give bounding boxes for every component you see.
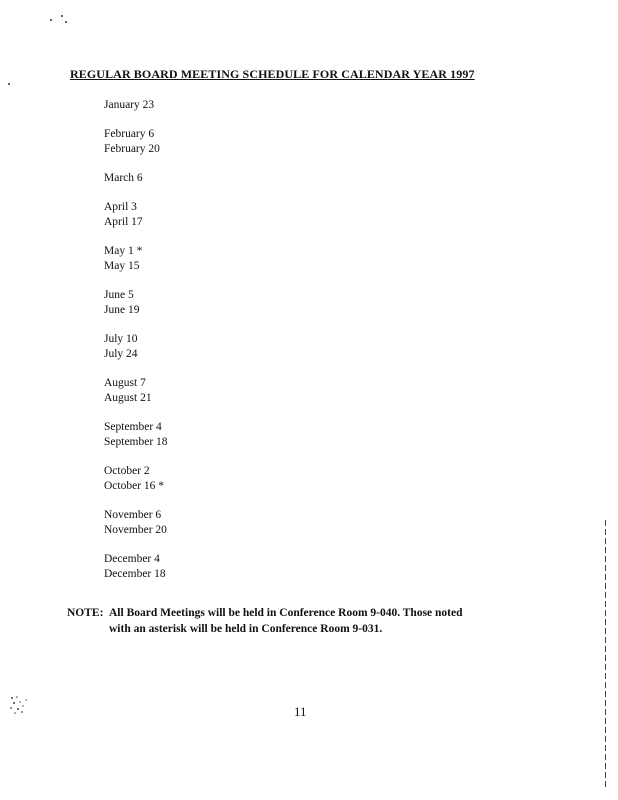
note-line-1: All Board Meetings will be held in Conference Room 9-040. Those noted [109, 607, 463, 619]
meeting-date: May 15 [104, 260, 140, 272]
scan-speck [8, 83, 10, 85]
month-group [104, 508, 168, 538]
scan-noise-mark [8, 694, 30, 716]
meeting-date: June 5 [104, 289, 134, 301]
month-group [104, 288, 168, 318]
month-group [104, 171, 168, 186]
note-block [67, 605, 463, 637]
meeting-date: December 18 [104, 568, 166, 580]
meeting-date: January 23 [104, 99, 155, 111]
meeting-date: October 16 * [104, 480, 165, 492]
meeting-date: September 18 [104, 436, 168, 448]
meeting-date: February 20 [104, 143, 160, 155]
meeting-date: July 24 [104, 348, 138, 360]
note-label: NOTE: [67, 607, 104, 619]
month-group [104, 464, 168, 494]
scan-edge-line [605, 520, 606, 790]
meeting-date: August 21 [104, 392, 152, 404]
meeting-date: August 7 [104, 377, 146, 389]
scan-speck [50, 19, 52, 21]
month-group [104, 420, 168, 450]
meeting-date: February 6 [104, 128, 155, 140]
scan-speck [65, 21, 67, 23]
month-group [104, 200, 168, 230]
meeting-date: April 3 [104, 201, 137, 213]
month-group [104, 127, 168, 157]
month-group [104, 244, 168, 274]
meeting-date: October 2 [104, 465, 150, 477]
meeting-date: December 4 [104, 553, 160, 565]
note-line-2: with an asterisk will be held in Conference Room 9-031. [109, 623, 383, 635]
meeting-date: May 1 * [104, 245, 143, 257]
meeting-date: March 6 [104, 172, 143, 184]
month-group [104, 376, 168, 406]
month-group [104, 332, 168, 362]
meeting-date-list [104, 98, 168, 596]
meeting-date: July 10 [104, 333, 138, 345]
document-title: REGULAR BOARD MEETING SCHEDULE FOR CALENDAR YEAR 1997 [70, 67, 475, 81]
meeting-date: November 20 [104, 524, 167, 536]
meeting-date: April 17 [104, 216, 143, 228]
meeting-date: November 6 [104, 509, 162, 521]
month-group [104, 552, 168, 582]
page-number: 11 [294, 704, 307, 719]
month-group [104, 98, 168, 113]
scan-speck [61, 15, 63, 17]
meeting-date: June 19 [104, 304, 140, 316]
meeting-date: September 4 [104, 421, 162, 433]
